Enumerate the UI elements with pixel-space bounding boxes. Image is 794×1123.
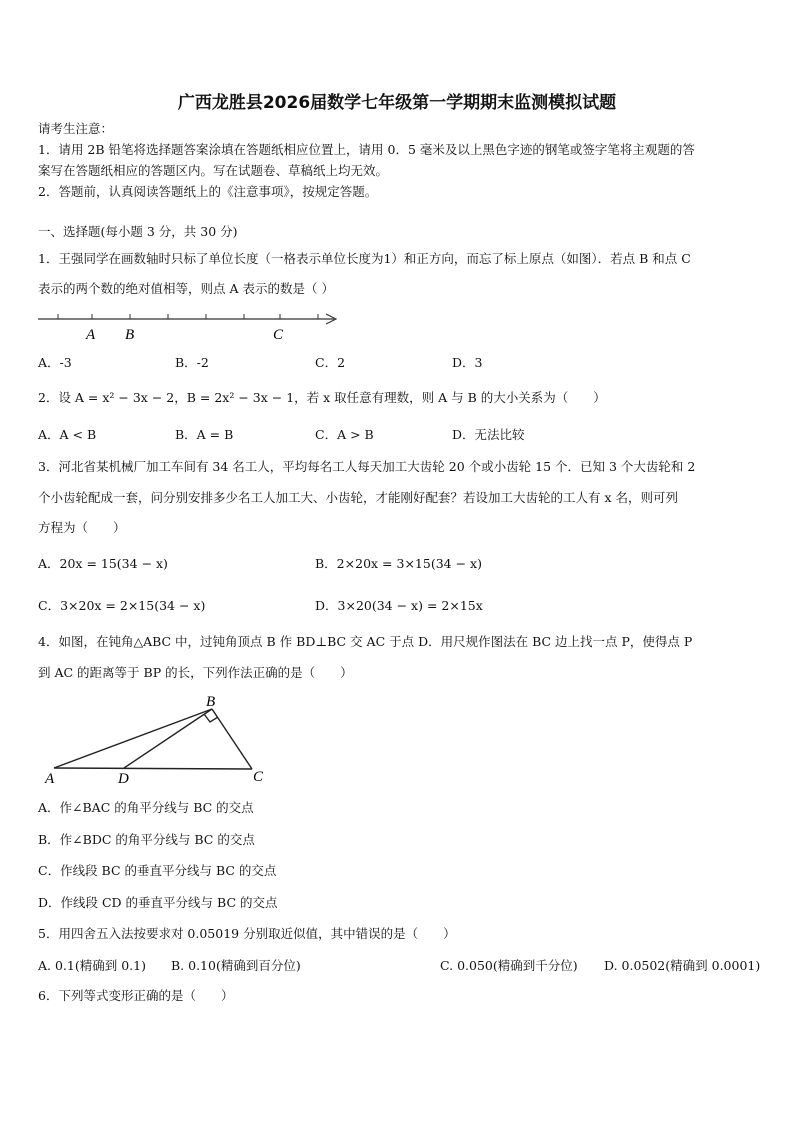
q3-option-d: D．3×20(34 − x) = 2×15x [315, 598, 483, 613]
vertex-c-label: C [253, 769, 264, 785]
q5-stem: 5．用四舍五入法按要求对 0.05019 分别取近似值，其中错误的是（ ） [38, 926, 456, 941]
point-d-label: D [118, 771, 129, 787]
point-b-label: B [125, 327, 135, 343]
q1-option-a: A．-3 [38, 355, 72, 370]
q2-option-c: C．A > B [315, 427, 374, 442]
section-heading: 一、选择题(每小题 3 分，共 30 分) [38, 224, 238, 239]
q1-stem-line2: 表示的两个数的绝对值相等，则点 A 表示的数是（ ） [38, 281, 334, 296]
q3-stem-line3: 方程为（ ） [38, 520, 126, 535]
point-a-label: A [86, 327, 96, 343]
point-c-label: C [273, 327, 284, 343]
q4-stem-line2: 到 AC 的距离等于 BP 的长，下列作法正确的是（ ） [38, 665, 353, 680]
segment-ab [54, 709, 212, 768]
q1-stem-line1: 1．王强同学在画数轴时只标了单位长度（一格表示单位长度为1）和正方向，而忘了标上原点（如图）．若点 B 和点 C [38, 251, 691, 266]
triangle-figure [40, 692, 280, 788]
q2-option-d: D．无法比较 [452, 427, 525, 442]
q3-option-b: B．2×20x = 3×15(34 − x) [315, 556, 482, 571]
q5-option-d: D. 0.0502(精确到 0.0001) [604, 958, 761, 973]
notice-heading: 请考生注意： [38, 121, 114, 136]
vertex-b-label: B [206, 694, 216, 710]
notice-item-1: 1．请用 2B 铅笔将选择题答案涂填在答题纸相应位置上，请用 0．5 毫米及以上黑色字迹的钢笔或签字笔将主观题的答 [38, 142, 695, 157]
q5-option-b: B. 0.10(精确到百分位) [171, 958, 301, 973]
q4-option-a: A．作∠BAC 的角平分线与 BC 的交点 [38, 800, 254, 815]
q3-option-c: C．3×20x = 2×15(34 − x) [38, 598, 206, 613]
notice-item-1-cont: 案写在答题纸相应的答题区内。写在试题卷、草稿纸上均无效。 [38, 163, 389, 178]
q1-option-c: C．2 [315, 355, 346, 370]
q2-option-b: B．A = B [175, 427, 234, 442]
q4-option-d: D．作线段 CD 的垂直平分线与 BC 的交点 [38, 895, 278, 910]
segment-ac [54, 768, 252, 769]
q2-option-a: A．A < B [38, 427, 97, 442]
number-line-figure [36, 306, 346, 344]
notice-item-2: 2．答题前，认真阅读答题纸上的《注意事项》，按规定答题。 [38, 184, 378, 199]
q4-stem-line1: 4．如图，在钝角△ABC 中，过钝角顶点 B 作 BD⊥BC 交 AC 于点 D．用尺规作图法在 BC 边上找一点 P，使得点 P [38, 634, 693, 649]
segment-bd [124, 709, 212, 768]
vertex-a-label: A [45, 771, 55, 787]
q5-option-c: C. 0.050(精确到千分位) [440, 958, 578, 973]
segment-bc [212, 709, 252, 769]
q6-stem: 6．下列等式变形正确的是（ ） [38, 988, 234, 1003]
q5-option-a: A. 0.1(精确到 0.1) [38, 958, 146, 973]
q3-option-a: A．20x = 15(34 − x) [38, 556, 168, 571]
q1-option-b: B．-2 [175, 355, 209, 370]
q4-option-c: C．作线段 BC 的垂直平分线与 BC 的交点 [38, 863, 277, 878]
q1-option-d: D．3 [452, 355, 483, 370]
q2-stem: 2．设 A = x² − 3x − 2，B = 2x² − 3x − 1，若 x 取任意有理数，则 A 与 B 的大小关系为（ ） [38, 390, 606, 405]
q3-stem-line1: 3．河北省某机械厂加工车间有 34 名工人，平均每名工人每天加工大齿轮 20 个或小齿轮 15 个．已知 3 个大齿轮和 2 [38, 459, 696, 474]
page-title: 广西龙胜县2026届数学七年级第一学期期末监测模拟试题 [177, 93, 617, 113]
q4-option-b: B．作∠BDC 的角平分线与 BC 的交点 [38, 832, 255, 847]
q3-stem-line2: 个小齿轮配成一套，问分别安排多少名工人加工大、小齿轮，才能刚好配套？若设加工大齿轮的工人有 x 名，则可列 [38, 490, 678, 505]
